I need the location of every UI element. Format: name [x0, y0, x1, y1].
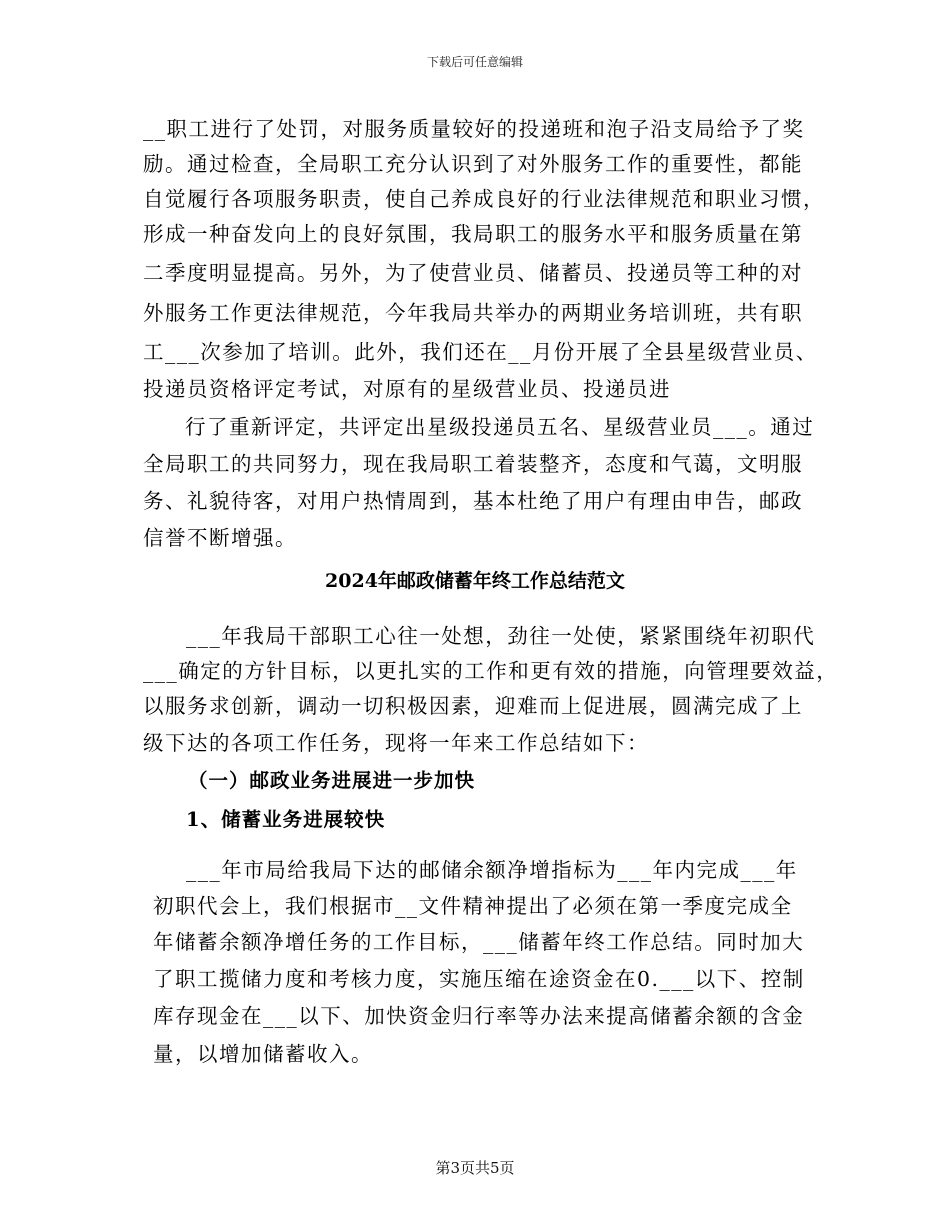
- page-header: 下载后可任意编辑: [426, 55, 523, 69]
- paragraph-line: 行了重新评定，共评定出星级投递员五名、星级营业员___。通过: [185, 415, 815, 439]
- paragraph-line: 二季度明显提高。另外，为了使营业员、储蓄员、投递员等工种的对: [143, 261, 803, 285]
- paragraph-line: 工___次参加了培训。此外，我们还在__月份开展了全县星级营业员、: [143, 340, 818, 364]
- section-title: 2024年邮政储蓄年终工作总结范文: [325, 570, 625, 592]
- page-footer: 第3页共5页: [435, 1159, 515, 1177]
- paragraph-line: ___确定的方针目标，以更扎实的工作和更有效的措施，向管理要效益，: [143, 659, 839, 683]
- paragraph-line: 务、礼貌待客，对用户热情周到，基本杜绝了用户有理由申告，邮政: [143, 489, 803, 513]
- paragraph-line: 信誉不断增强。: [143, 526, 297, 550]
- paragraph-line: 形成一种奋发向上的良好氛围，我局职工的服务水平和服务质量在第: [143, 222, 803, 246]
- paragraph-line: 投递员资格评定考试，对原有的星级营业员、投递员进: [143, 377, 671, 401]
- paragraph-line: 级下达的各项工作任务，现将一年来工作总结如下：: [143, 731, 649, 755]
- paragraph-line: 量，以增加储蓄收入。: [153, 1042, 373, 1066]
- paragraph-line: 励。通过检查，全局职工充分认识到了对外服务工作的重要性，都能: [143, 152, 803, 176]
- paragraph-line: 外服务工作更法律规范，今年我局共举办的两期业务培训班，共有职: [143, 301, 803, 325]
- paragraph-line: ___年我局干部职工心往一处想，劲往一处使，紧紧围绕年初职代: [186, 624, 816, 648]
- subheading-postal-business: （一）邮政业务进展进一步加快: [188, 769, 476, 792]
- paragraph-line: 全局职工的共同努力，现在我局职工着装整齐，态度和气蔼，文明服: [143, 452, 803, 476]
- paragraph-line: 自觉履行各项服务职责，使自己养成良好的行业法律规范和职业习惯，: [143, 187, 825, 211]
- paragraph-line: 了职工揽储力度和考核力度，实施压缩在途资金在0.___以下、控制: [153, 967, 805, 991]
- paragraph-line: ___年市局给我局下达的邮储余额净增指标为___年内完成___年: [186, 858, 798, 882]
- subheading-savings-business: 1、储蓄业务进展较快: [186, 808, 386, 831]
- paragraph-line: 以服务求创新，调动一切积极因素，迎难而上促进展，圆满完成了上: [143, 694, 803, 718]
- paragraph-line: __职工进行了处罚，对服务质量较好的投递班和泡子沿支局给予了奖: [143, 117, 805, 141]
- paragraph-line: 初职代会上，我们根据市__文件精神提出了必须在第一季度完成全: [153, 894, 793, 918]
- paragraph-line: 年储蓄余额净增任务的工作目标，___储蓄年终工作总结。同时加大: [153, 930, 805, 954]
- paragraph-line: 库存现金在___以下、加快资金归行率等办法来提高储蓄余额的含金: [153, 1004, 805, 1028]
